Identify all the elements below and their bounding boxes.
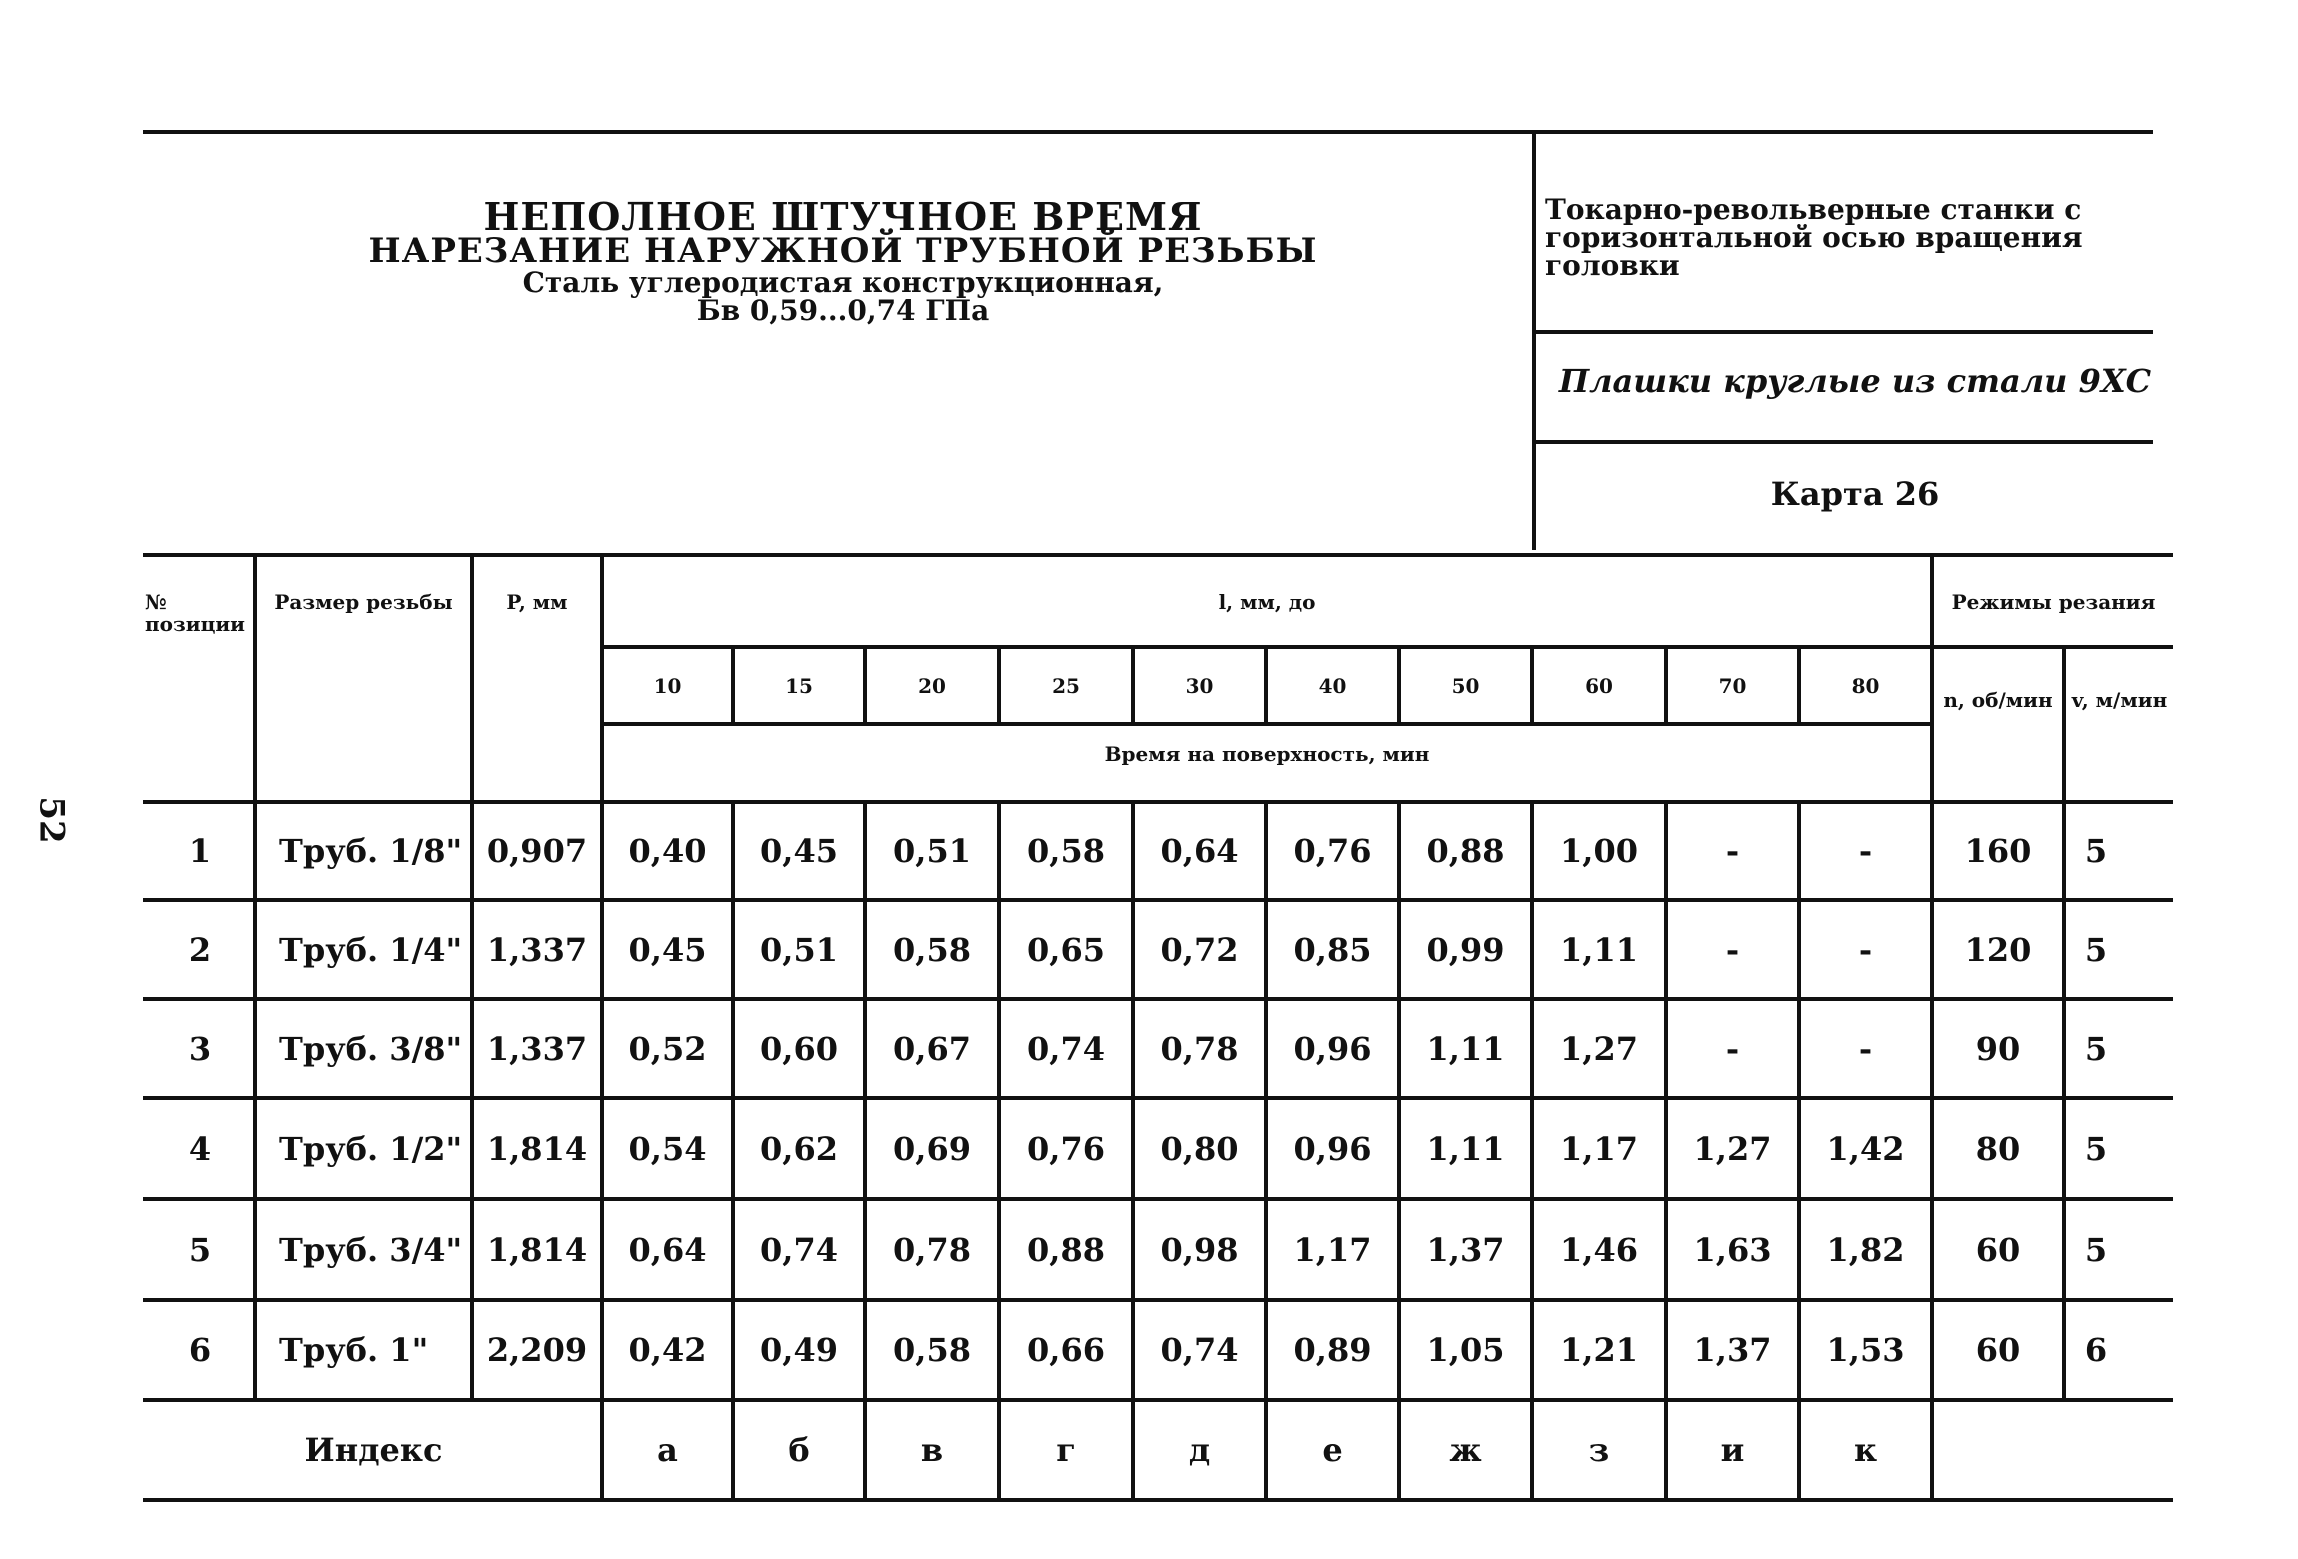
time-cell: 0,45 xyxy=(628,930,707,969)
length-header-cell: 25 xyxy=(1052,673,1080,698)
time-cell: - xyxy=(1725,1029,1740,1068)
time-cell: 1,82 xyxy=(1826,1230,1905,1269)
header-cutting-modes: Режимы резания xyxy=(1951,590,2156,614)
length-header-cell: 30 xyxy=(1185,673,1214,698)
time-cell: 0,85 xyxy=(1293,930,1372,969)
time-cell: 0,76 xyxy=(1293,832,1372,870)
row-pitch: 1,814 xyxy=(486,1230,588,1269)
time-cell: 0,69 xyxy=(893,1129,971,1168)
time-cell: - xyxy=(1725,832,1740,870)
row-thread-size: Труб. 3/8" xyxy=(279,1029,463,1068)
row-speed: 5 xyxy=(2084,1230,2108,1269)
table-top-rule xyxy=(143,553,2173,557)
row-speed: 6 xyxy=(2084,1331,2108,1369)
time-cell: - xyxy=(1858,930,1873,969)
time-cell: 0,49 xyxy=(760,1331,838,1369)
right-rule-2 xyxy=(1532,440,2153,444)
time-cell: 0,58 xyxy=(1027,832,1105,870)
machine-line-2: горизонтальной осью вращения головки xyxy=(1545,221,2083,282)
title-line-4: Бв 0,59...0,74 ГПа xyxy=(696,294,990,327)
row-rpm: 90 xyxy=(1975,1029,2021,1068)
time-cell: 0,66 xyxy=(1027,1331,1105,1369)
page-number: 52 xyxy=(31,796,72,844)
machine-line-1: Токарно-револьверные станки с xyxy=(1545,193,2082,226)
time-cell: - xyxy=(1858,1029,1873,1068)
time-cell: 1,00 xyxy=(1560,832,1638,870)
document-title xyxy=(148,194,1538,327)
time-cell: 0,76 xyxy=(1027,1129,1105,1168)
time-cell: 1,17 xyxy=(1560,1129,1638,1168)
row-position: 3 xyxy=(188,1029,212,1068)
time-cell: 0,88 xyxy=(1426,832,1505,870)
header-thread-size: Размер резьбы xyxy=(274,590,453,614)
time-cell: 1,11 xyxy=(1560,930,1638,969)
length-header-cell: 15 xyxy=(785,673,813,698)
row-position: 4 xyxy=(188,1129,212,1168)
time-cell: 0,62 xyxy=(760,1129,838,1168)
time-cell: 0,72 xyxy=(1160,930,1239,969)
time-cell: 1,27 xyxy=(1693,1129,1772,1168)
time-cell: 0,64 xyxy=(1160,832,1239,870)
index-letter: в xyxy=(920,1431,944,1469)
time-cell: 0,89 xyxy=(1293,1331,1372,1369)
index-letter: и xyxy=(1720,1431,1745,1469)
time-cell: 0,80 xyxy=(1160,1129,1239,1168)
index-letter: б xyxy=(788,1431,810,1469)
card-number: Карта 26 xyxy=(1770,475,1940,513)
index-label: Индекс xyxy=(304,1431,443,1469)
machine-type xyxy=(1545,193,2185,282)
time-cell: 0,65 xyxy=(1027,930,1105,969)
length-header-cell: 70 xyxy=(1718,673,1747,698)
time-cell: 1,05 xyxy=(1426,1331,1505,1369)
time-cell: 1,37 xyxy=(1426,1230,1505,1269)
time-cell: 0,74 xyxy=(760,1230,838,1269)
index-letter: е xyxy=(1322,1431,1343,1469)
time-cell: 0,96 xyxy=(1293,1029,1372,1068)
row-rpm: 120 xyxy=(1964,930,2032,969)
row-speed: 5 xyxy=(2084,930,2108,969)
time-cell: 0,58 xyxy=(893,1331,971,1369)
time-cell: 0,58 xyxy=(893,930,971,969)
time-cell: 0,78 xyxy=(893,1230,971,1269)
row-speed: 5 xyxy=(2084,832,2108,870)
row-speed: 5 xyxy=(2084,1029,2108,1068)
header-position: № позиции xyxy=(145,590,246,636)
top-rule xyxy=(143,130,2153,134)
index-letter: к xyxy=(1853,1431,1878,1469)
time-cell: 0,96 xyxy=(1293,1129,1372,1168)
time-cell: - xyxy=(1858,832,1873,870)
length-header-cell: 40 xyxy=(1318,673,1347,698)
length-header-cell: 50 xyxy=(1451,673,1480,698)
row-rpm: 60 xyxy=(1975,1230,2021,1269)
row-rpm: 160 xyxy=(1964,832,2032,870)
time-cell: 1,27 xyxy=(1560,1029,1638,1068)
row-pitch: 1,814 xyxy=(486,1129,588,1168)
right-rule-1 xyxy=(1532,330,2153,334)
time-cell: 0,67 xyxy=(893,1029,971,1068)
header-length: l, мм, до xyxy=(1218,590,1316,614)
title-line-3: Сталь углеродистая конструкционная, xyxy=(522,266,1164,299)
row-pitch: 2,209 xyxy=(486,1331,588,1369)
length-header-cell: 10 xyxy=(653,673,682,698)
time-cell: 1,37 xyxy=(1693,1331,1772,1369)
index-letter: з xyxy=(1588,1431,1610,1469)
row-position: 5 xyxy=(188,1230,212,1269)
row-thread-size: Труб. 3/4" xyxy=(279,1230,463,1269)
time-cell: 0,52 xyxy=(628,1029,707,1068)
time-cell: 0,45 xyxy=(760,832,838,870)
time-cell: 0,51 xyxy=(760,930,838,969)
length-header-cell: 20 xyxy=(918,673,946,698)
index-letter: а xyxy=(657,1431,678,1469)
time-cell: 1,21 xyxy=(1560,1331,1638,1369)
tool-type: Плашки круглые из стали 9ХС xyxy=(1558,362,2152,400)
index-letter: д xyxy=(1188,1431,1211,1469)
time-cell: 0,99 xyxy=(1426,930,1505,969)
time-cell: 0,74 xyxy=(1027,1029,1105,1068)
table-bottom-rule xyxy=(143,1498,2173,1502)
row-thread-size: Труб. 1/8" xyxy=(279,832,463,870)
length-header-cell: 80 xyxy=(1851,673,1880,698)
header-rpm: n, об/мин xyxy=(1943,688,2053,712)
time-cell: 0,40 xyxy=(628,832,707,870)
header-speed: v, м/мин xyxy=(2071,688,2168,712)
time-cell: 0,64 xyxy=(628,1230,707,1269)
row-speed: 5 xyxy=(2084,1129,2108,1168)
row-thread-size: Труб. 1/4" xyxy=(279,930,463,969)
time-cell: 0,51 xyxy=(893,832,971,870)
time-header-rule xyxy=(603,722,1933,726)
time-cell: 0,54 xyxy=(628,1129,707,1168)
row-pitch: 1,337 xyxy=(486,930,588,969)
time-cell: 1,46 xyxy=(1560,1230,1638,1269)
time-cell: 1,17 xyxy=(1293,1230,1372,1269)
time-cell: 1,11 xyxy=(1426,1129,1505,1168)
time-cell: 0,88 xyxy=(1027,1230,1105,1269)
row-pitch: 0,907 xyxy=(486,832,588,870)
time-cell: 0,98 xyxy=(1160,1230,1239,1269)
header-pitch: P, мм xyxy=(506,590,568,614)
time-cell: 1,42 xyxy=(1826,1129,1905,1168)
length-header-cell: 60 xyxy=(1585,673,1613,698)
header-surface-time: Время на поверхность, мин xyxy=(1104,742,1430,766)
time-cell: 0,42 xyxy=(628,1331,707,1369)
row-rpm: 60 xyxy=(1975,1331,2021,1369)
row-position: 6 xyxy=(188,1331,212,1369)
title-line-1: НЕПОЛНОЕ ШТУЧНОЕ ВРЕМЯ xyxy=(483,194,1203,239)
time-cell: 0,78 xyxy=(1160,1029,1239,1068)
time-cell: - xyxy=(1725,930,1740,969)
row-pitch: 1,337 xyxy=(486,1029,588,1068)
row-position: 1 xyxy=(188,832,212,870)
time-cell: 0,74 xyxy=(1160,1331,1239,1369)
title-line-2: НАРЕЗАНИЕ НАРУЖНОЙ ТРУБНОЙ РЕЗЬБЫ xyxy=(368,231,1318,271)
time-cell: 1,63 xyxy=(1693,1230,1772,1269)
index-letter: г xyxy=(1056,1431,1076,1469)
time-cell: 1,11 xyxy=(1426,1029,1505,1068)
row-thread-size: Труб. 1/2" xyxy=(279,1129,463,1168)
index-letter: ж xyxy=(1449,1431,1482,1469)
time-cell: 1,53 xyxy=(1826,1331,1905,1369)
row-position: 2 xyxy=(188,930,212,969)
row-thread-size: Труб. 1" xyxy=(279,1331,429,1369)
time-cell: 0,60 xyxy=(760,1029,838,1068)
row-rpm: 80 xyxy=(1975,1129,2021,1168)
